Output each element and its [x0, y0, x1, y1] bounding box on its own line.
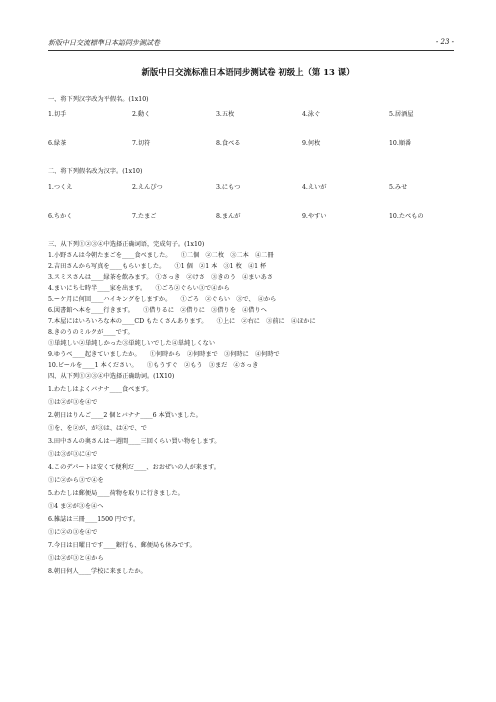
s2-item: 7.たまご: [132, 213, 157, 220]
s3-question-line: 3.スミスさんは____緑茶を飲みます。 ①さっき ②けさ ③きのう ④まいあさ: [48, 274, 274, 281]
s3-question-line: 5.ーケ月に何回____ハイキングをしますか。 ①ごろ ②ぐらい ③で、 ④から: [48, 296, 277, 303]
s1-item: 9.何枚: [302, 140, 321, 147]
s1-item: 5.居酒屋: [389, 111, 414, 118]
s1-item: 6.緑茶: [48, 140, 67, 147]
page-header: [48, 38, 454, 51]
s3-question-line: 8.きのうのミルクが____です。: [48, 329, 134, 336]
s4-question-line: 2.朝日はりんご____2 個とバナナ____6 本買いました。: [48, 412, 202, 419]
s3-question-line: 9.ゆうべ____起きていましたか。 ①何時から ②何時まで ③何時に ④何時で: [48, 351, 280, 358]
s2-item: 6.ちかく: [48, 213, 73, 220]
s1-item: 8.食べる: [216, 140, 241, 147]
section2-row2: [48, 211, 456, 220]
s3-question-line: 7.本屋にはいろいろな本の____CD もたくさんあります。 ①上に ②右に ③前に ④ほかに: [48, 318, 316, 325]
s4-question-line: 4.このデパートは安くて便利だ____、おおぜいの人が来ます。: [48, 464, 220, 471]
s2-item: 4.えいが: [302, 184, 327, 191]
document-title: 新版中日交流标准日本语同步测试卷 初级上（第 13 课）: [141, 67, 355, 77]
page-number: - 23 -: [435, 38, 454, 46]
s4-question-line: ①は②が③と④から: [48, 555, 104, 562]
section4-heading: 四、从下列①②③④中选择正确助词。(1X10): [48, 373, 175, 380]
s3-question-line: ①単純しい②単純しかった③単純しいでした④単純しくない: [48, 340, 216, 347]
s4-question-line: ①に②から③で④を: [48, 477, 104, 484]
s4-question-line: 7.今日は日曜日です____銀行も、郵便局も休みです。: [48, 542, 196, 549]
s4-question-line: ①は②が③を④で: [48, 399, 98, 406]
s4-question-line: ①は③が③に④で: [48, 451, 98, 458]
s2-item: 9.やすい: [302, 213, 327, 220]
header-title: 新版中日交流標準日本語同步測試卷: [48, 39, 160, 47]
s3-question-line: 1.小野さんは今朝たまごを____食べました。 ①二個 ②二枚 ③二本 ④二冊: [48, 252, 274, 259]
section1-row1: [48, 109, 456, 118]
s4-question-line: 8.朝日何人____学校に来ましたか。: [48, 568, 147, 575]
s3-question-line: 10.ビールを____1 本ください。 ①もうすぐ ②もう ③まだ ④さっき: [48, 362, 259, 369]
s1-item: 2.動く: [132, 111, 151, 118]
s4-question-line: 3.田中さんの奥さんは一週間____三回くらい買い物をします。: [48, 438, 221, 445]
s1-item: 3.五枚: [216, 111, 235, 118]
s3-question-line: 6.図書館へ本を____行きます。 ①借りるに ②借りに ③借りを ④借りへ: [48, 307, 267, 314]
section2-heading: 二、将下列假名改为汉字。(1x10): [48, 168, 143, 175]
s3-question-line: 2.吉田さんから写真を____もらいました。 ①1 個 ②1 本 ③1 枚 ④1 杯: [48, 263, 267, 270]
s2-item: 8.まんが: [216, 213, 241, 220]
s2-item: 2.えんぴつ: [132, 184, 163, 191]
s2-item: 1.つくえ: [48, 184, 73, 191]
s2-item: 3.にもつ: [216, 184, 241, 191]
section2-row1: [48, 182, 456, 191]
section1-row2: [48, 138, 456, 147]
s4-question-line: ①4 ま②が③を④へ: [48, 503, 104, 510]
s3-question-line: 4.まいにち七時半____家を出ます。 ①ごろ②ぐらい③で④から: [48, 285, 230, 292]
section1-heading: 一、将下列汉字改为平假名。(1x10): [48, 96, 149, 103]
s1-item: 7.切符: [132, 140, 151, 147]
s4-question-line: 1.わたしはよくバナナ____食べます。: [48, 386, 153, 393]
s4-question-line: 5.わたしは郵便局____荷物を取りに行きました。: [48, 490, 184, 497]
section3-heading: 三、从下列①②③④中选择正确词语，完成句子。(1x10): [48, 241, 205, 248]
s1-item: 4.泳ぐ: [302, 111, 321, 118]
s2-item: 10.たべもの: [389, 213, 424, 220]
s4-question-line: ①に②の③を④で: [48, 529, 98, 536]
s4-question-line: ①を、を②が、が③は、は④で、で: [48, 425, 147, 432]
s1-item: 10.順番: [389, 140, 412, 147]
s1-item: 1.切手: [48, 111, 67, 118]
s4-question-line: 6.雑誌は三冊____1500 円です。: [48, 516, 140, 523]
s2-item: 5.みせ: [389, 184, 408, 191]
